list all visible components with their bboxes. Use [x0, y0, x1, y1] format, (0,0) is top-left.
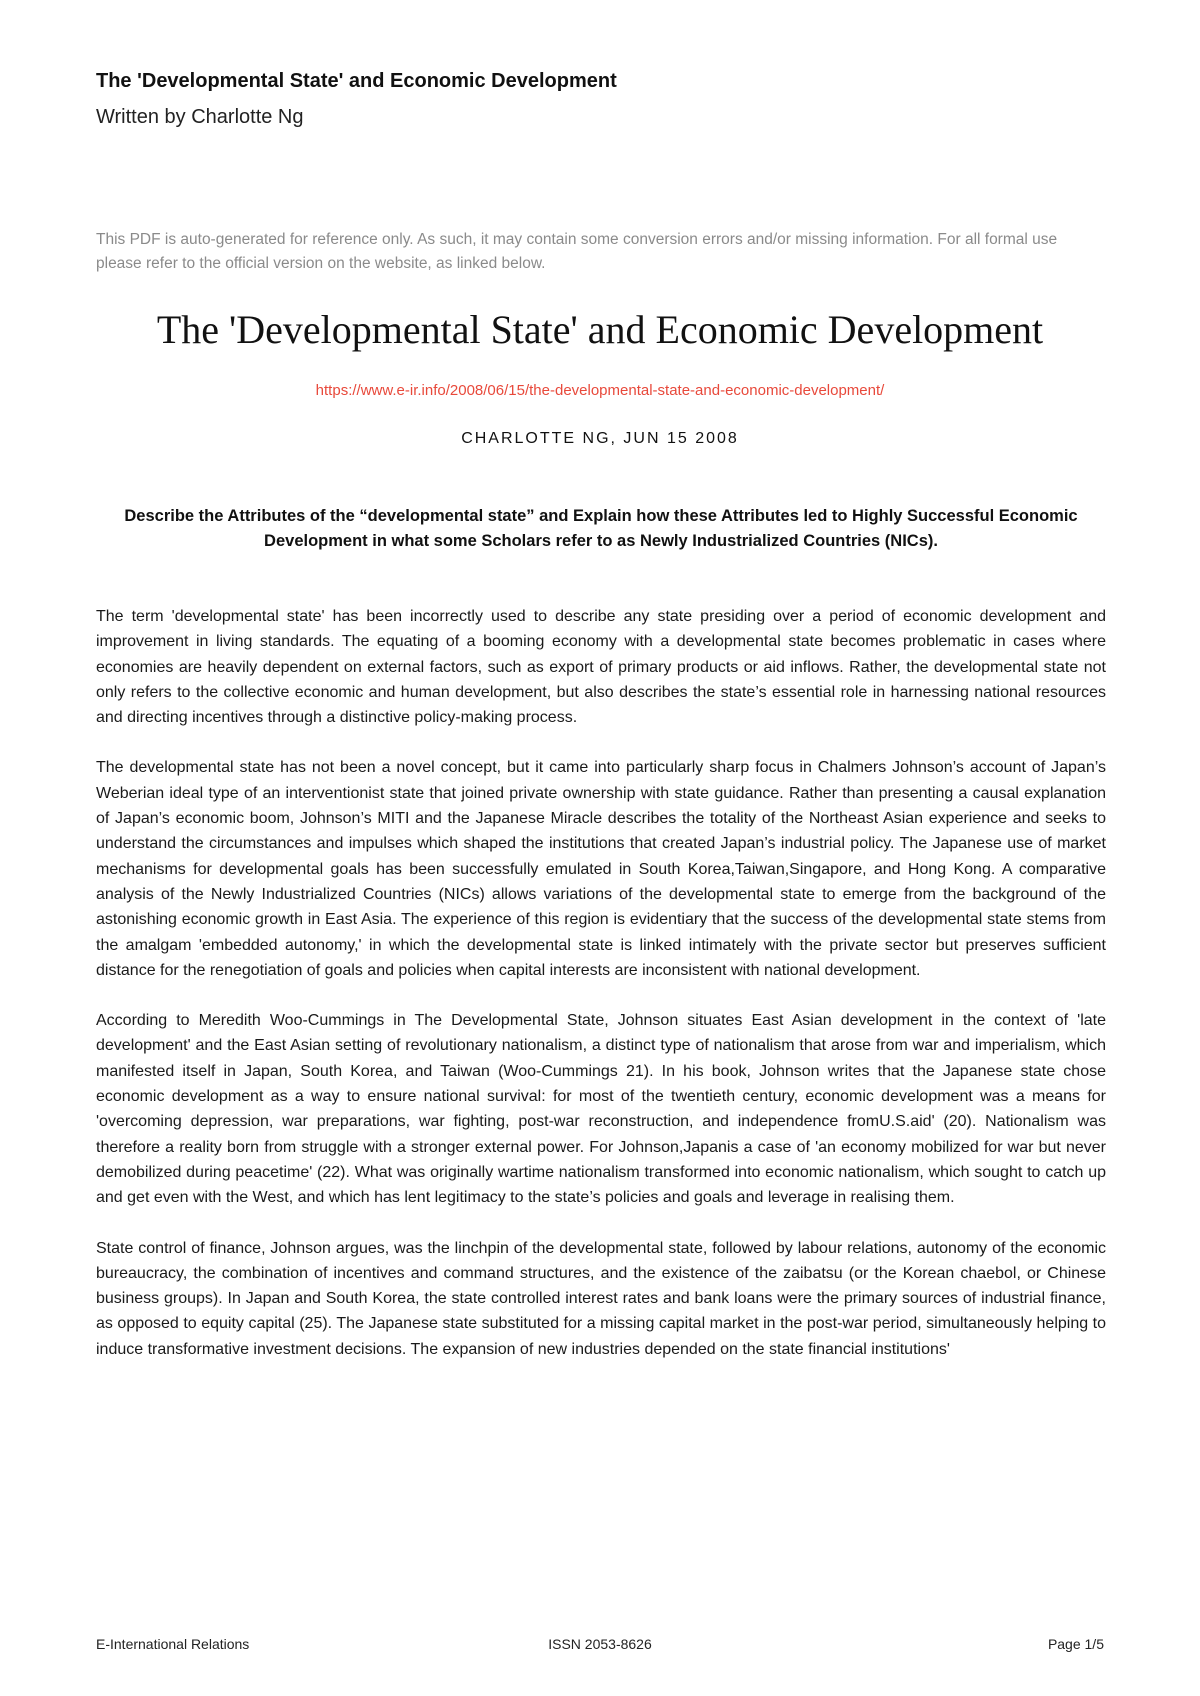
body-paragraph: The term 'developmental state' has been incorrectly used to describe any state presiding over a period of economic development and improvement in living standards. The equating of a booming economy with a developmental state becomes problematic in cases where economies are heavily dependent on external factors, such as export of primary products or aid inflows. Rather, the developmental state not only refers to the collective economic and human development, but also describes the state’s essential role in harnessing national resources and directing incentives through a distinctive policy-making process.: [96, 608, 1106, 727]
footer-issn: ISSN 2053-8626: [548, 1636, 652, 1652]
running-header-title: The 'Developmental State' and Economic Development: [96, 70, 617, 92]
essay-question: Describe the Attributes of the “developmental state” and Explain how these Attributes led to Highly Successful Economic Development in what some Scholars refer to as Newly Industrialized Countries (NICs).: [124, 507, 1078, 550]
article-body: [96, 604, 1106, 1387]
article-url-link[interactable]: https://www.e-ir.info/2008/06/15/the-developmental-state-and-economic-development/: [315, 382, 885, 399]
body-paragraph: According to Meredith Woo-Cummings in The Developmental State, Johnson situates East Asian development in the context of 'late development' and the East Asian setting of revolutionary nationalism, a distinct type of nationalism that arose from war and imperialism, which manifested itself in Japan, South Korea, and Taiwan (Woo-Cummings 21). In his book, Johnson writes that the Japanese state chose economic development as a way to ensure national survival: for most of the twentieth century, economic development was a means for 'overcoming depression, war preparations, war fighting, post-war reconstruction, and independence fromU.S.aid' (20). Nationalism was therefore a reality born from struggle with a stronger external power. For Johnson,Japanis a case of 'an economy mobilized for war but never demobilized during peacetime' (22). What was originally wartime nationalism transformed into economic nationalism, which sought to catch up and get even with the West, and which has lent legitimacy to the state’s policies and goals and leverage in realising them.: [96, 1012, 1106, 1207]
body-paragraph: The developmental state has not been a novel concept, but it came into particularly sharp focus in Chalmers Johnson’s account of Japan’s Weberian ideal type of an interventionist state that joined private ownership with state guidance. Rather than presenting a causal explanation of Japan’s economic boom, Johnson’s MITI and the Japanese Miracle describes the totality of the Northeast Asian experience and seeks to understand the circumstances and impulses which shaped the institutions that created Japan’s industrial policy. The Japanese use of market mechanisms for developmental goals has been successfully emulated in South Korea,Taiwan,Singapore, and Hong Kong. A comparative analysis of the Newly Industrialized Countries (NICs) allows variations of the developmental state to emerge from the background of the astonishing economic growth in East Asia. The experience of this region is evidentiary that the success of the developmental state stems from the amalgam 'embedded autonomy,' in which the developmental state is linked intimately with the private sector but preserves sufficient distance for the renegotiation of goals and policies when capital interests are inconsistent with national development.: [96, 759, 1106, 979]
pdf-disclaimer: This PDF is auto-generated for reference only. As such, it may contain some conversion errors and/or missing information. For all formal use please refer to the official version on the website, as linked below.: [96, 231, 1058, 272]
footer-publisher: E-International Relations: [96, 1636, 250, 1652]
body-paragraph: State control of finance, Johnson argues, was the linchpin of the developmental state, followed by labour relations, autonomy of the economic bureaucracy, the combination of incentives and command structures, and the existence of the zaibatsu (or the Korean chaebol, or Chinese business groups). In Japan and South Korea, the state controlled interest rates and bank loans were the primary sources of industrial finance, as opposed to equity capital (25). The Japanese state substituted for a missing capital market in the post-war period, simultaneously helping to induce transformative investment decisions. The expansion of new industries depended on the state financial institutions': [96, 1239, 1106, 1358]
running-header-author: Written by Charlotte Ng: [96, 106, 304, 128]
footer-page-number: Page 1/5: [1047, 1636, 1104, 1652]
article-byline: CHARLOTTE NG, JUN 15 2008: [461, 430, 739, 447]
article-title: The 'Developmental State' and Economic Development: [156, 307, 1044, 352]
